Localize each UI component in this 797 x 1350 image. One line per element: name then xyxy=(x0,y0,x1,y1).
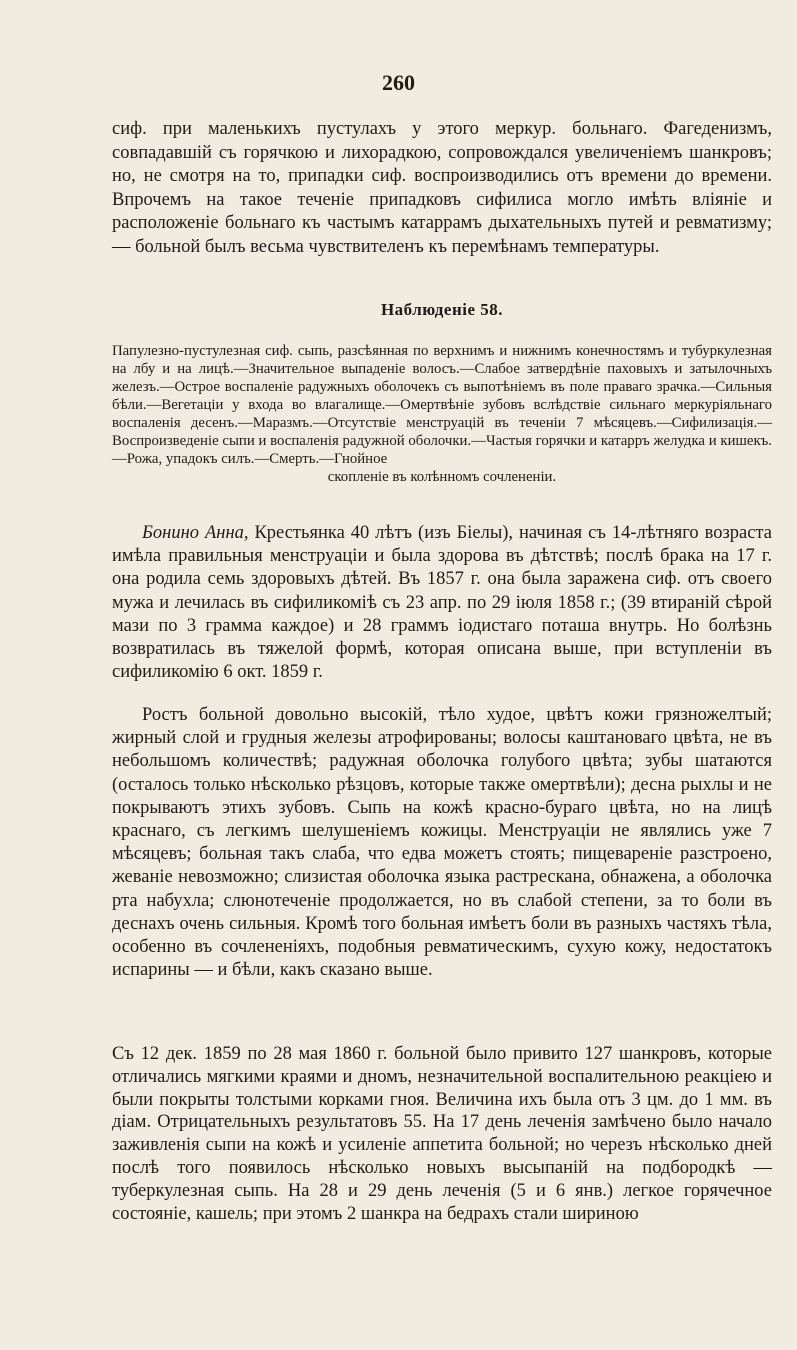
paragraph-status: Ростъ больной довольно высокій, тѣло худое, цвѣтъ кожи грязножелтый; жирный слой и грудныя железы атрофированы; волосы каштановаго цвѣта, не въ небольшомъ количествѣ; радужная оболочка голубого цвѣта; зубы шатаются (осталось только нѣсколько рѣзцовъ, которые также омертвѣли); десна рыхлы и не покрываютъ этихъ зубовъ. Сыпь на кожѣ красно-бураго цвѣта, но на лицѣ краснаго, съ легкимъ шелушеніемъ кожицы. Менструаціи не являлись уже 7 мѣсяцевъ; больная такъ слаба, что едва можетъ стоять; пищевареніе разстроено, жеваніе невозможно; слизистая оболочка языка растрескана, обнажена, а оболочка рта набухла; слюнотеченіе продолжается, но въ слабой степени, за то боли въ деснахъ очень сильныя. Кромѣ того больная имѣетъ боли въ разныхъ частяхъ тѣла, особенно въ сочлененіяхъ, подобныя ревматическимъ, сухую кожу, недостатокъ испарины — и бѣли, какъ сказано выше. xyxy=(112,705,772,981)
paragraph-history-text: Крестьянка 40 лѣтъ (изъ Біелы), начиная съ 14-лѣтняго возраста имѣла правильныя менструаціи и была здорова въ дѣтствѣ; послѣ брака на 17 г. она родила семь здоровыхъ дѣтей. Въ 1857 г. она была заражена сиф. отъ своего мужа и лечилась въ сифиликомiѣ съ 23 апр. по 29 іюля 1858 г.; (39 втираній сѣрой мази по 3 грамма каждое) и 28 граммъ іодистаго поташа внутрь. Но болѣзнь возвратилась въ тяжелой формѣ, которая описана выше, при вступленіи въ сифиликомiю 6 окт. 1859 г. xyxy=(112,523,772,683)
paragraph-history xyxy=(112,522,772,684)
case-summary-last-line: скопленіе въ колѣнномъ сочлененіи. xyxy=(327,469,557,485)
patient-name: Бонино Анна, xyxy=(142,523,249,543)
case-summary xyxy=(112,342,772,486)
page-number: 260 xyxy=(382,70,415,95)
paragraph-intro: сиф. при маленькихъ пустулахъ у этого меркур. больнаго. Фагеденизмъ, совпадавшій съ горячкою и лихорадкою, сопровождался увеличеніемъ шанкровъ; но, не смотря на то, припадки сиф. воспроизводились отъ времени до времени. Впрочемъ на такое теченіе припадковъ сифилиса могло имѣть вліяніе и расположеніе больнаго къ частымъ катаррамъ дыхательныхъ путей и ревматизму; — больной былъ весьма чувствителенъ къ перемѣнамъ температуры. xyxy=(112,119,772,257)
paragraph-treatment: Съ 12 дек. 1859 по 28 мая 1860 г. больной было привито 127 шанкровъ, которые отличались мягкими краями и дномъ, незначительной воспалительною реакціею и были покрыты толстыми корками гноя. Величина ихъ была отъ 3 цм. до 1 мм. въ діам. Отрицательныхъ результатовъ 55. На 17 день леченія замѣчено было начало заживленія сыпи на кожѣ и усиленіе аппетита больной; но черезъ нѣсколько дней послѣ того появилось нѣсколько новыхъ высыпаній на подбородкѣ — туберкулезная сыпь. На 28 и 29 день леченія (5 и 6 янв.) легкое горячечное состояніе, кашель; при этомъ 2 шанкра на бедрахъ стали шириною xyxy=(112,1044,772,1224)
case-summary-text: Папулезно-пустулезная сиф. сыпь, разсѣянная по верхнимъ и нижнимъ конечностямъ и тубуркулезная на лбу и на лицѣ.—Значительное выпаденіе волосъ.—Слабое затвердѣніе паховыхъ и затылочныхъ железъ.—Острое воспаленіе радужныхъ оболочекъ съ выпотѣніемъ въ поле праваго зрачка.—Сильныя бѣли.—Вегетаціи у входа во влагалище.—Омертвѣніе зубовъ вслѣдствіе сильнаго меркуріяльнаго воспаленія десенъ.—Маразмъ.—Отсутствіе менструацій въ теченіи 7 мѣсяцевъ.—Сифилизація.—Воспроизведеніе сыпи и воспаленія радужной оболочки.—Частыя горячки и катарръ желудка и кишекъ.—Рожа, упадокъ силъ.—Смерть.—Гнойное xyxy=(112,343,772,467)
observation-heading: Наблюденіе 58. xyxy=(380,300,504,319)
